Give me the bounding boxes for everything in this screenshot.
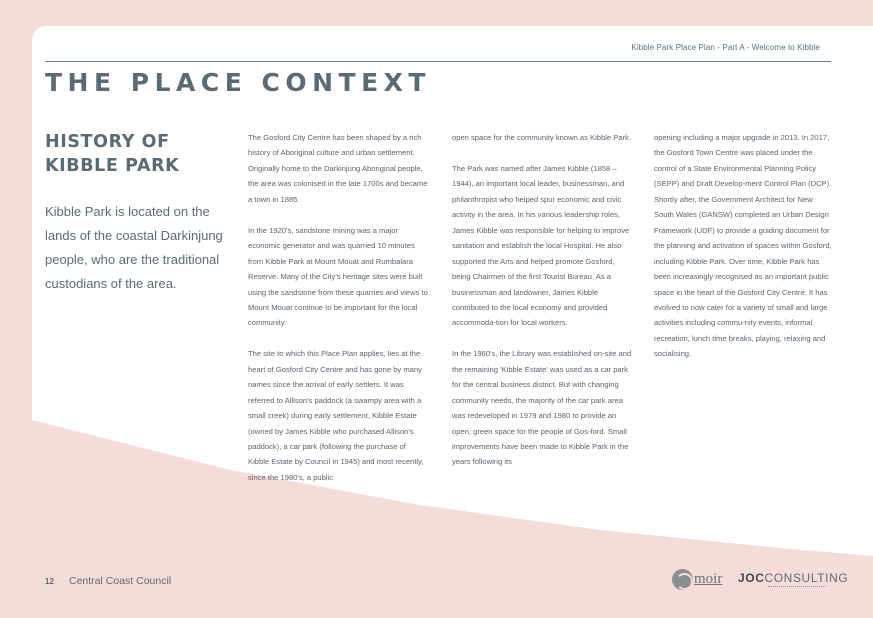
section-title: THE PLACE CONTEXT <box>45 68 431 97</box>
paragraph: opening including a major upgrade in 2013. In 2017, the Gosford Town Centre was placed under the control of a State Environmental Planning Policy (SEPP) and Draft Develop-ment Control Plan (DCP). Shortly after, the Government Architect for New South Wales (GANSW) completed an Urban Design Framework (UDF) to provide a guiding document for the planning and activation of spaces within Gosford, including Kibble Park. Over time, Kibble Park has been increasingly recognised as an important public space in the heart of the Gosford City Centre. It has evolved to now cater for a variety of small and large activities including commu-nity events, informal recreation, lunch time breaks, playing, relaxing and socialising. <box>654 133 832 359</box>
header-divider <box>45 61 831 62</box>
body-column-2 <box>452 130 632 485</box>
paragraph: The site to which this Place Plan applies, lies at the heart of Gosford City Centre and has gone by many names since the arrival of early settlers. It was referred to Allison's paddock (a swampy area with a small creek) during early settlement, Kibble Estate (owned by James Kibble who purchased Allison's paddock), a car park (following the purchase of Kibble Estate by Council in 1945) and most recently, since the 1980's, a public <box>248 349 424 482</box>
paragraph: In the 1960's, the Library was established on-site and the remaining 'Kibble Estate' was used as a car park for the central business district. But with changing community needs, the majority of the car park area was redeveloped in 1979 and 1980 to provide an open, green space for the people of Gos-ford. Small improvements have been made to Kibble Park in the years following its <box>452 349 632 467</box>
organisation-name: Central Coast Council <box>69 575 172 587</box>
joc-consulting-logo <box>738 571 848 585</box>
running-header: Kibble Park Place Plan - Part A - Welcome to Kibble <box>631 43 820 52</box>
moir-logo-text: moir <box>694 570 723 587</box>
paragraph: open space for the community known as Kibble Park. <box>452 133 631 142</box>
paragraph: The Park was named after James Kibble (1858 – 1944), an important local leader, businessman, and philanthropist who helped spur economic and civic activity in the area. In his various leadership roles, James Kibble was responsible for helping to improve sanitation and establish the local Hospital. He also supported the Arts and helped promote Gosford, being Chairmen of the first Tourist Bureau. As a businessman and landowner, James Kibble contributed to the local economy and provided accommoda-tion for local workers. <box>452 163 630 328</box>
joc-logo-rest: CONSULTING <box>764 571 849 585</box>
joc-logo-tagline <box>768 586 826 588</box>
moir-logo <box>672 568 722 590</box>
intro-text: Kibble Park is located on the lands of the coastal Darkinjung people, who are the traditional custodians of the area. <box>45 204 223 291</box>
body-column-1 <box>248 130 428 501</box>
body-column-3 <box>654 130 834 377</box>
page-number: 12 <box>45 577 54 586</box>
paragraph: In the 1920's, sandstone mining was a major economic generator and was quarried 10 minutes from Kibble Park at Mount Mouat and Rumbalara Reserve. Many of the City's heritage sites were built using the sandstone from these quarries and views to Mount Mouat continue to be important for the local community. <box>248 225 428 328</box>
moir-globe-icon <box>672 569 693 590</box>
paragraph: The Gosford City Centre has been shaped by a rich history of Aboriginal culture and urban settlement. Originally home to the Darkinjung Aboriginal people, the area was colonised in the late 1700s and became a town in 1885. <box>248 133 428 204</box>
joc-logo-bold: JOC <box>738 571 765 585</box>
subtitle: HISTORY OF KIBBLE PARK <box>45 132 180 176</box>
